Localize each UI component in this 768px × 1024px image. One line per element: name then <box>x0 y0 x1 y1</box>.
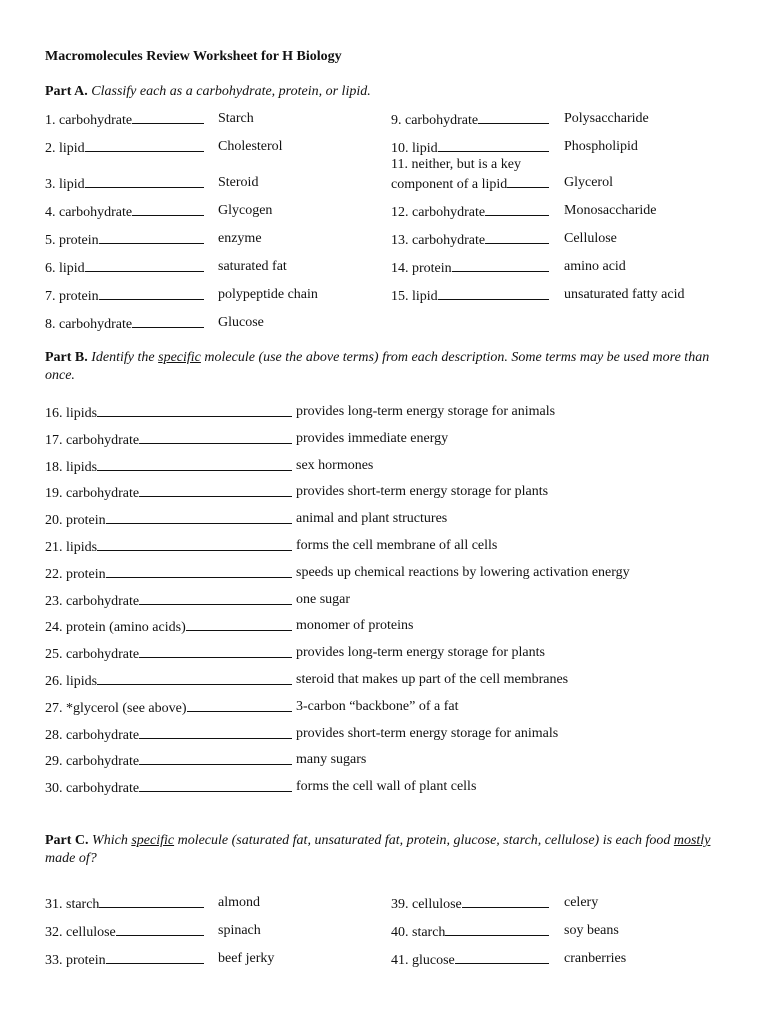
item-number: 23. <box>45 594 66 609</box>
part-b-item-term: one sugar <box>296 592 351 607</box>
part-a-item-term: Steroid <box>218 175 259 190</box>
item-number: 8. <box>45 317 59 332</box>
part-c-item <box>45 951 204 969</box>
part-a-item <box>45 259 204 277</box>
item-number: 7. <box>45 289 59 304</box>
part-b-item-term: 3-carbon “backbone” of a fat <box>296 699 459 714</box>
answer-blank-line[interactable] <box>97 404 292 417</box>
part-b-item-term: forms the cell membrane of all cells <box>296 538 498 553</box>
item-number: 6. <box>45 261 59 276</box>
item-number: 28. <box>45 728 66 743</box>
answer-blank-line[interactable] <box>507 175 549 188</box>
part-b-item-term: provides short-term energy storage for animals <box>296 726 559 741</box>
answer-blank-line[interactable] <box>186 618 292 631</box>
part-b-item <box>45 431 292 449</box>
part-a-item-term: Phospholipid <box>564 139 638 154</box>
answer-blank-line[interactable] <box>478 111 549 124</box>
answer-blank-line[interactable] <box>85 175 204 188</box>
answer-blank-line[interactable] <box>106 565 292 578</box>
part-b-item-term: many sugars <box>296 752 367 767</box>
part-a-item-term: Glycogen <box>218 203 273 218</box>
part-a-item-term: Starch <box>218 111 254 126</box>
part-b-item <box>45 672 292 690</box>
part-b-item-term: sex hormones <box>296 458 374 473</box>
item-number: 25. <box>45 647 66 662</box>
item-number: 41. <box>391 953 412 968</box>
part-b-item-term: animal and plant structures <box>296 511 448 526</box>
answer-blank-line[interactable] <box>106 951 204 964</box>
answer-text: lipids <box>66 460 98 475</box>
answer-text: carbohydrate <box>412 205 486 220</box>
part-a-item <box>45 175 204 193</box>
answer-text: starch <box>412 925 446 940</box>
part-a-label: Part A. <box>45 84 88 99</box>
answer-text: glucose <box>412 953 455 968</box>
part-a-item-term: Cellulose <box>564 231 617 246</box>
part-b-item <box>45 404 292 422</box>
item-number: 33. <box>45 953 66 968</box>
answer-blank-line[interactable] <box>97 458 292 471</box>
item-number: 40. <box>391 925 412 940</box>
part-a-item <box>45 203 204 221</box>
answer-text: carbohydrate <box>59 205 133 220</box>
part-c-instruction-underlined-2: mostly <box>673 833 711 848</box>
answer-blank-line[interactable] <box>187 699 292 712</box>
part-c-item-term: almond <box>218 895 260 910</box>
answer-blank-line[interactable] <box>97 538 292 551</box>
item-number: 13. <box>391 233 412 248</box>
answer-text: carbohydrate <box>59 317 133 332</box>
part-b-item-term: steroid that makes up part of the cell membranes <box>296 672 569 687</box>
part-a-instruction: Classify each as a carbohydrate, protein, or lipid. <box>91 84 371 99</box>
part-b-instruction-post: molecule (use the above terms) from each description. Some terms may be used more than once. <box>45 350 710 383</box>
part-b-instruction-pre: Identify the <box>91 350 159 365</box>
answer-text: starch <box>66 897 100 912</box>
part-b-label: Part B. <box>45 350 88 365</box>
part-a-item <box>391 287 549 305</box>
answer-blank-line[interactable] <box>139 431 292 444</box>
part-a-item-term: unsaturated fatty acid <box>564 287 685 302</box>
answer-text: protein <box>66 953 106 968</box>
item-number: 19. <box>45 486 66 501</box>
answer-text-line1: neither, but is a key <box>411 157 521 172</box>
item-number: 4. <box>45 205 59 220</box>
part-c-instruction-underlined: specific <box>131 833 175 848</box>
part-b-instruction-underlined: specific <box>158 350 201 365</box>
answer-blank-line[interactable] <box>455 951 549 964</box>
part-b-item-term: provides short-term energy storage for plants <box>296 484 549 499</box>
part-c-item <box>45 923 204 941</box>
item-number: 18. <box>45 460 66 475</box>
item-number: 1. <box>45 113 59 128</box>
part-b-item-term: provides long-term energy storage for animals <box>296 404 556 419</box>
item-number: 5. <box>45 233 59 248</box>
answer-text: protein (amino acids) <box>66 620 186 635</box>
answer-blank-line[interactable] <box>132 315 204 328</box>
answer-text: carbohydrate <box>66 781 140 796</box>
part-b-heading <box>45 349 735 385</box>
part-a-item <box>391 175 549 193</box>
answer-text: protein <box>66 567 106 582</box>
part-c-item <box>391 895 549 913</box>
answer-text: lipid <box>59 261 85 276</box>
part-b-item <box>45 618 292 636</box>
part-b-item <box>45 752 292 770</box>
part-c-item <box>391 923 549 941</box>
answer-text: carbohydrate <box>66 647 140 662</box>
part-c-item-term: beef jerky <box>218 951 275 966</box>
part-a-heading <box>45 84 371 100</box>
item-number: 14. <box>391 261 412 276</box>
answer-text: carbohydrate <box>66 594 140 609</box>
item-number: 3. <box>45 177 59 192</box>
item-number: 39. <box>391 897 412 912</box>
part-a-item <box>391 139 549 157</box>
part-a-item <box>391 231 549 249</box>
answer-text: cellulose <box>66 925 116 940</box>
answer-text: *glycerol (see above) <box>66 701 187 716</box>
answer-blank-line[interactable] <box>85 259 204 272</box>
item-number: 27. <box>45 701 66 716</box>
part-c-instruction-post: made of? <box>45 851 97 866</box>
answer-blank-line[interactable] <box>485 203 549 216</box>
answer-blank-line[interactable] <box>132 111 204 124</box>
part-b-item-term: forms the cell wall of plant cells <box>296 779 477 794</box>
answer-text: carbohydrate <box>405 113 479 128</box>
part-a-item-term: amino acid <box>564 259 626 274</box>
answer-blank-line[interactable] <box>139 726 292 739</box>
part-c-label: Part C. <box>45 833 89 848</box>
answer-blank-line[interactable] <box>132 203 204 216</box>
item-number: 9. <box>391 113 405 128</box>
answer-blank-line[interactable] <box>462 895 549 908</box>
part-a-item-term: Monosaccharide <box>564 203 657 218</box>
item-number: 12. <box>391 205 412 220</box>
answer-text: carbohydrate <box>412 233 486 248</box>
part-c-item-term: celery <box>564 895 599 910</box>
answer-blank-line[interactable] <box>438 139 549 152</box>
answer-text: protein <box>412 261 452 276</box>
item-number: 24. <box>45 620 66 635</box>
answer-text: lipids <box>66 406 98 421</box>
answer-text: protein <box>66 513 106 528</box>
part-c-instruction-pre: Which <box>92 833 132 848</box>
part-b-item-term: monomer of proteins <box>296 618 414 633</box>
answer-blank-line[interactable] <box>116 923 204 936</box>
part-c-item <box>45 895 204 913</box>
answer-text: cellulose <box>412 897 462 912</box>
part-b-item <box>45 779 292 797</box>
answer-blank-line[interactable] <box>452 259 549 272</box>
answer-blank-line[interactable] <box>139 645 292 658</box>
item-number: 16. <box>45 406 66 421</box>
part-b-item <box>45 699 292 717</box>
part-a-item-11-line1 <box>391 157 521 173</box>
part-a-item-term: Glucose <box>218 315 264 330</box>
part-b-item <box>45 726 292 744</box>
answer-blank-line[interactable] <box>99 231 204 244</box>
item-number: 2. <box>45 141 59 156</box>
part-b-item-term: provides long-term energy storage for plants <box>296 645 545 660</box>
answer-blank-line[interactable] <box>485 231 549 244</box>
answer-text: protein <box>59 289 99 304</box>
part-a-item-term: Cholesterol <box>218 139 283 154</box>
part-b-item-term: provides immediate energy <box>296 431 449 446</box>
answer-text: component of a lipid <box>391 177 508 192</box>
part-b-item-term: speeds up chemical reactions by lowering activation energy <box>296 565 630 580</box>
item-number: 22. <box>45 567 66 582</box>
answer-text: protein <box>59 233 99 248</box>
answer-text: carbohydrate <box>66 433 140 448</box>
part-b-item <box>45 458 292 476</box>
item-number: 17. <box>45 433 66 448</box>
item-number: 29. <box>45 754 66 769</box>
answer-blank-line[interactable] <box>106 511 292 524</box>
part-c-instruction-mid: molecule (saturated fat, unsaturated fat, protein, glucose, starch, cellulose) is each food <box>174 833 674 848</box>
part-a-item-term: saturated fat <box>218 259 287 274</box>
item-number: 31. <box>45 897 66 912</box>
answer-blank-line[interactable] <box>85 139 204 152</box>
item-number: 15. <box>391 289 412 304</box>
item-number: 10. <box>391 141 412 156</box>
part-b-item <box>45 538 292 556</box>
item-number: 32. <box>45 925 66 940</box>
answer-text: lipid <box>412 289 438 304</box>
answer-blank-line[interactable] <box>97 672 292 685</box>
part-a-item <box>391 259 549 277</box>
answer-text: lipid <box>59 141 85 156</box>
item-number: 30. <box>45 781 66 796</box>
part-a-item-term: Glycerol <box>564 175 613 190</box>
part-a-item <box>45 139 204 157</box>
answer-text: lipids <box>66 540 98 555</box>
answer-text: carbohydrate <box>66 728 140 743</box>
part-b-item <box>45 592 292 610</box>
part-b-item <box>45 565 292 583</box>
part-c-item-term: soy beans <box>564 923 619 938</box>
part-b-item <box>45 511 292 529</box>
part-a-item <box>45 231 204 249</box>
part-c-item <box>391 951 549 969</box>
item-number: 21. <box>45 540 66 555</box>
part-a-item <box>45 111 204 129</box>
part-c-item-term: spinach <box>218 923 261 938</box>
part-b-item <box>45 645 292 663</box>
part-a-item <box>45 315 204 333</box>
part-c-item-term: cranberries <box>564 951 627 966</box>
answer-blank-line[interactable] <box>99 287 204 300</box>
answer-blank-line[interactable] <box>139 779 292 792</box>
worksheet-title: Macromolecules Review Worksheet for H Biology <box>45 49 342 64</box>
answer-text: carbohydrate <box>59 113 133 128</box>
item-number: 20. <box>45 513 66 528</box>
answer-blank-line[interactable] <box>445 923 549 936</box>
part-a-item <box>391 203 549 221</box>
part-b-item <box>45 484 292 502</box>
part-a-item-term: enzyme <box>218 231 262 246</box>
answer-blank-line[interactable] <box>99 895 204 908</box>
answer-text: lipid <box>59 177 85 192</box>
answer-blank-line[interactable] <box>139 592 292 605</box>
answer-blank-line[interactable] <box>139 484 292 497</box>
item-number: 11. <box>391 157 412 172</box>
part-a-item-term: polypeptide chain <box>218 287 318 302</box>
part-c-heading <box>45 832 735 868</box>
item-number: 26. <box>45 674 66 689</box>
answer-blank-line[interactable] <box>139 752 292 765</box>
answer-blank-line[interactable] <box>438 287 549 300</box>
part-a-item <box>45 287 204 305</box>
answer-text: carbohydrate <box>66 754 140 769</box>
answer-text: lipid <box>412 141 438 156</box>
part-a-item-term: Polysaccharide <box>564 111 649 126</box>
answer-text: lipids <box>66 674 98 689</box>
answer-text: carbohydrate <box>66 486 140 501</box>
part-a-item <box>391 111 549 129</box>
